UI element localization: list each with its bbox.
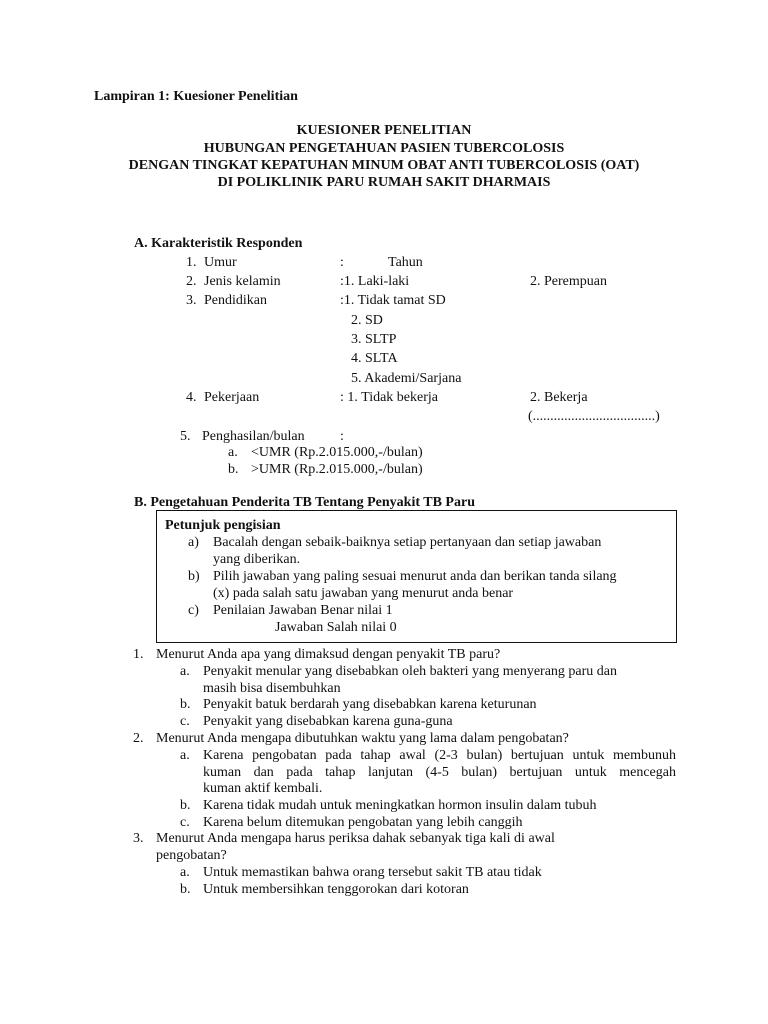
umur-label: Umur — [204, 255, 237, 270]
jenis-kelamin-number: 2. — [186, 274, 197, 289]
pekerjaan-number: 4. — [186, 390, 197, 405]
q3-option-b-letter: b. — [180, 882, 191, 897]
title-line-3: DENGAN TINGKAT KEPATUHAN MINUM OBAT ANTI TUBERCOLOSIS (OAT) — [128, 158, 640, 173]
pekerjaan-blank: (...................................) — [528, 409, 660, 424]
question-3-number: 3. — [133, 831, 144, 846]
umur-colon: : — [340, 255, 344, 270]
instruction-c-line-1: Penilaian Jawaban Benar nilai 1 — [213, 603, 393, 618]
title-line-1: KUESIONER PENELITIAN — [296, 123, 472, 138]
question-2-number: 2. — [133, 731, 144, 746]
instruction-c-letter: c) — [188, 603, 199, 618]
pendidikan-option-3: 3. SLTP — [351, 332, 397, 347]
instruction-c-line-2: Jawaban Salah nilai 0 — [275, 620, 397, 635]
pekerjaan-option-1: : 1. Tidak bekerja — [340, 390, 438, 405]
title-line-2: HUBUNGAN PENGETAHUAN PASIEN TUBERCOLOSIS — [203, 141, 565, 156]
umur-unit: Tahun — [388, 255, 423, 270]
q1-option-a-letter: a. — [180, 664, 190, 679]
q1-option-a-line-1: Penyakit menular yang disebabkan oleh bakteri yang menyerang paru dan — [203, 664, 618, 679]
question-3-text-line-2: pengobatan? — [156, 848, 227, 863]
instruction-b-line-1: Pilih jawaban yang paling sesuai menurut anda dan berikan tanda silang — [213, 569, 617, 584]
attachment-label: Lampiran 1: Kuesioner Penelitian — [94, 89, 298, 104]
pendidikan-number: 3. — [186, 293, 197, 308]
q1-option-a-line-2: masih bisa disembuhkan — [203, 681, 341, 696]
question-3-text-line-1: Menurut Anda mengapa harus periksa dahak sebanyak tiga kali di awal — [156, 831, 555, 846]
instructions-title: Petunjuk pengisian — [165, 518, 281, 533]
q1-option-b: Penyakit batuk berdarah yang disebabkan karena keturunan — [203, 697, 537, 712]
q3-option-b: Untuk membersihkan tenggorokan dari kotoran — [203, 882, 469, 897]
section-a-heading: A. Karakteristik Responden — [134, 236, 303, 251]
jenis-kelamin-option-2: 2. Perempuan — [530, 274, 607, 289]
title-line-4: DI POLIKLINIK PARU RUMAH SAKIT DHARMAIS — [217, 175, 551, 190]
pekerjaan-option-2: 2. Bekerja — [530, 390, 588, 405]
umur-number: 1. — [186, 255, 197, 270]
q2-option-a-line-2: kuman dan pada tahap lanjutan (4-5 bulan) bertujuan untuk mencegah — [203, 765, 676, 780]
q2-option-a-line-1: Karena pengobatan pada tahap awal (2-3 bulan) bertujuan untuk membunuh — [203, 748, 676, 763]
q1-option-b-letter: b. — [180, 697, 191, 712]
q2-option-a-line-3: kuman aktif kembali. — [203, 781, 323, 796]
penghasilan-b: >UMR (Rp.2.015.000,-/bulan) — [251, 462, 423, 477]
pendidikan-option-2: 2. SD — [351, 313, 383, 328]
instruction-a-line-1: Bacalah dengan sebaik-baiknya setiap pertanyaan dan setiap jawaban — [213, 535, 602, 550]
penghasilan-a-letter: a. — [228, 445, 238, 460]
q3-option-a: Untuk memastikan bahwa orang tersebut sakit TB atau tidak — [203, 865, 542, 880]
question-1-number: 1. — [133, 647, 144, 662]
instruction-a-line-2: yang diberikan. — [213, 552, 301, 567]
penghasilan-a: <UMR (Rp.2.015.000,-/bulan) — [251, 445, 423, 460]
q2-option-b: Karena tidak mudah untuk meningkatkan hormon insulin dalam tubuh — [203, 798, 597, 813]
pekerjaan-label: Pekerjaan — [204, 390, 260, 405]
penghasilan-number: 5. — [180, 429, 191, 444]
question-2-text: Menurut Anda mengapa dibutuhkan waktu yang lama dalam pengobatan? — [156, 731, 569, 746]
question-1-text: Menurut Anda apa yang dimaksud dengan penyakit TB paru? — [156, 647, 501, 662]
q2-option-c: Karena belum ditemukan pengobatan yang lebih canggih — [203, 815, 523, 830]
penghasilan-label: Penghasilan/bulan — [202, 429, 305, 444]
pendidikan-option-4: 4. SLTA — [351, 351, 398, 366]
q2-option-b-letter: b. — [180, 798, 191, 813]
instruction-b-letter: b) — [188, 569, 200, 584]
instruction-b-line-2: (x) pada salah satu jawaban yang menurut anda benar — [213, 586, 514, 601]
penghasilan-b-letter: b. — [228, 462, 239, 477]
jenis-kelamin-label: Jenis kelamin — [204, 274, 281, 289]
pendidikan-option-1: :1. Tidak tamat SD — [340, 293, 446, 308]
q1-option-c-letter: c. — [180, 714, 190, 729]
q2-option-a-letter: a. — [180, 748, 190, 763]
q1-option-c: Penyakit yang disebabkan karena guna-guna — [203, 714, 453, 729]
jenis-kelamin-option-1: :1. Laki-laki — [340, 274, 410, 289]
q3-option-a-letter: a. — [180, 865, 190, 880]
pendidikan-label: Pendidikan — [204, 293, 267, 308]
section-b-heading: B. Pengetahuan Penderita TB Tentang Penyakit TB Paru — [134, 495, 475, 510]
instruction-a-letter: a) — [188, 535, 199, 550]
penghasilan-colon: : — [340, 429, 344, 444]
q2-option-c-letter: c. — [180, 815, 190, 830]
pendidikan-option-5: 5. Akademi/Sarjana — [351, 371, 462, 386]
